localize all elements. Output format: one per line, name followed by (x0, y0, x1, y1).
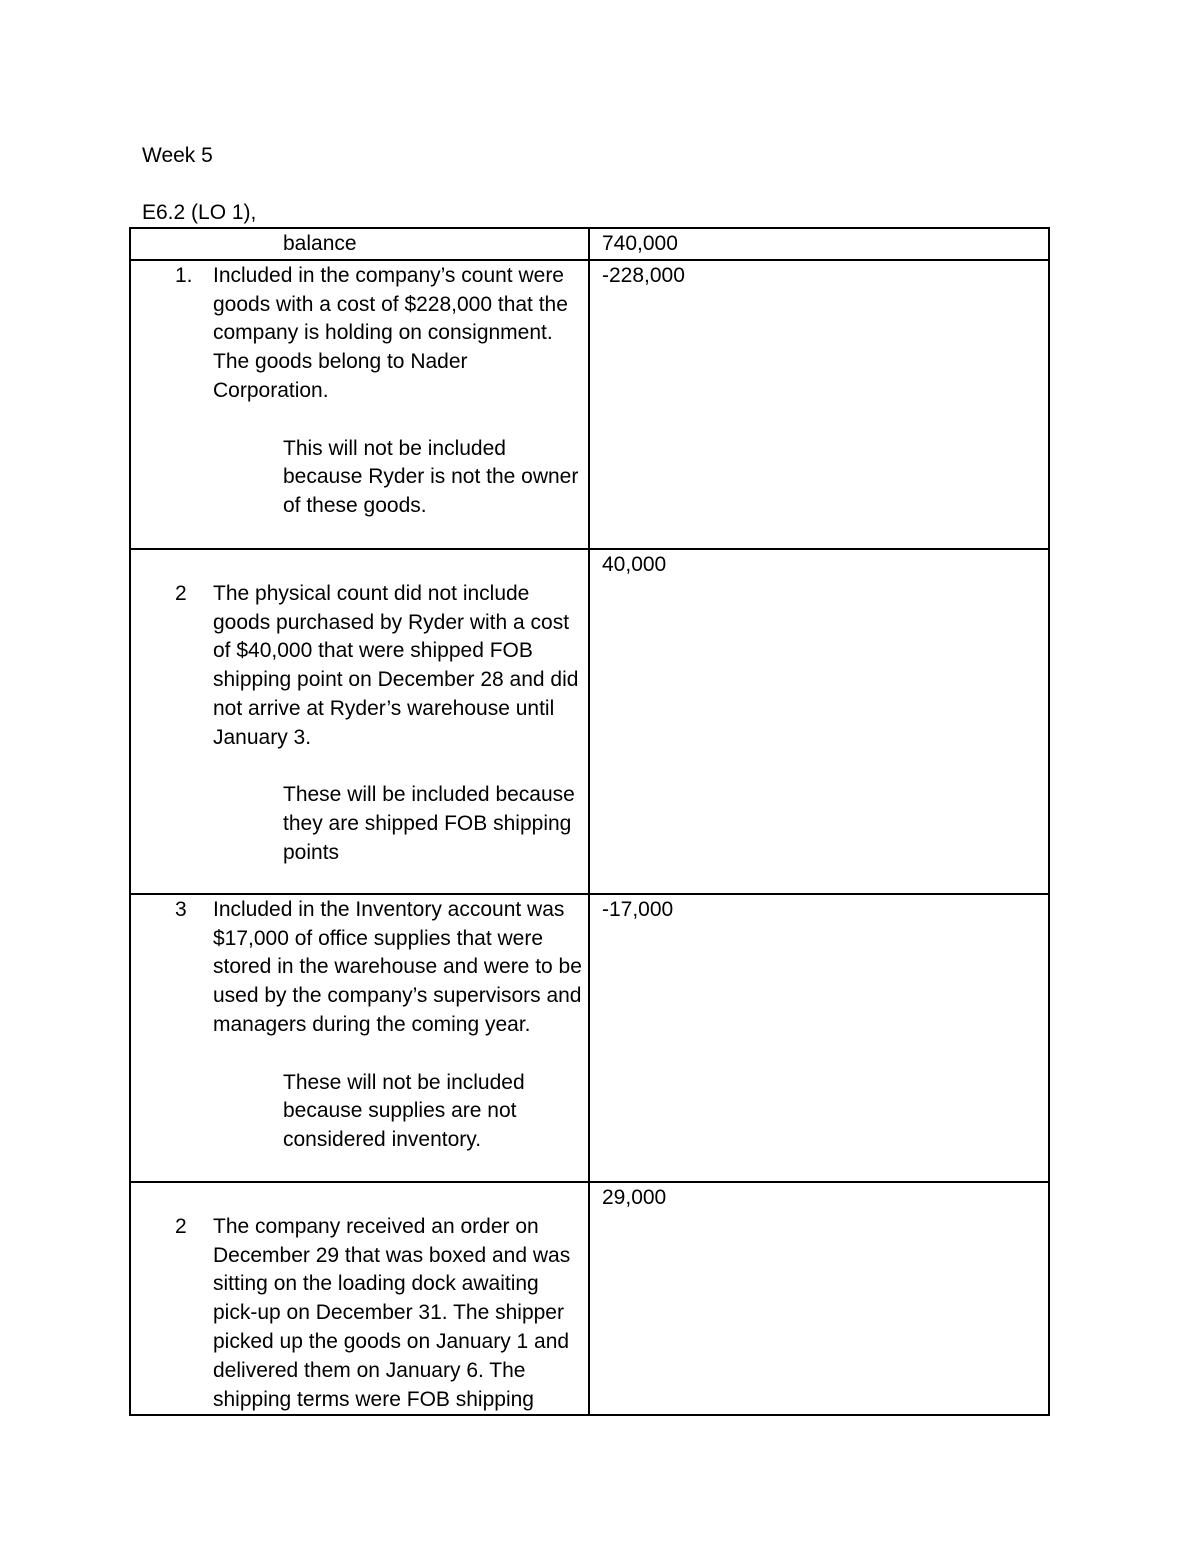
item-amount: -17,000 (602, 897, 674, 921)
item-description (131, 580, 588, 753)
inventory-adjustment-table (129, 227, 1050, 1416)
item-description-cell (130, 894, 589, 1182)
item-text: Included in the company’s count were goods with a cost of $228,000 that the company is holding on consignment. The goods belong to Nader Corporation. (213, 263, 568, 402)
item-amount: 29,000 (602, 1185, 667, 1209)
item-description-cell (130, 260, 589, 549)
item-text: Included in the Inventory account was $17,000 of office supplies that were stored in the warehouse and were to be used by the company’s supervisors and managers during the coming year. (213, 897, 582, 1036)
table-header-row (130, 228, 1049, 260)
table-row (130, 260, 1049, 549)
table-row (130, 549, 1049, 894)
item-note: These will not be included because supplies are not considered inventory. (283, 1070, 525, 1152)
item-amount-cell (589, 549, 1049, 894)
item-text: The company received an order on December 29 that was boxed and was sitting on the loading dock awaiting pick-up on December 31. The shipper picked up the goods on January 1 and delivered them on January 6. The shipping terms were FOB shipping (213, 1214, 571, 1411)
item-description-cell (130, 549, 589, 894)
item-amount-cell (589, 1182, 1049, 1416)
item-number: 2 (175, 581, 187, 605)
header-amount-cell (589, 228, 1049, 260)
item-description (131, 262, 588, 406)
item-amount-cell (589, 894, 1049, 1182)
item-amount: -228,000 (602, 263, 685, 287)
item-note: These will be included because they are shipped FOB shipping points (283, 783, 575, 864)
page-title: Week 5 (142, 144, 213, 167)
item-description-cell (130, 1182, 589, 1416)
table-row (130, 894, 1049, 1182)
item-description (131, 1213, 588, 1415)
balance-amount: 740,000 (602, 232, 678, 255)
item-number: 1. (175, 263, 193, 287)
table-row (130, 1182, 1049, 1416)
item-description (131, 896, 588, 1040)
balance-label: balance (283, 232, 357, 255)
item-text: The physical count did not include goods purchased by Ryder with a cost of $40,000 that were shipped FOB shipping point on December 28 and did not arrive at Ryder’s warehouse until January 3. (213, 581, 579, 749)
item-amount: 40,000 (602, 552, 667, 576)
item-number: 2 (175, 1214, 187, 1238)
item-amount-cell (589, 260, 1049, 549)
item-number: 3 (175, 897, 187, 921)
exercise-heading: E6.2 (LO 1), (142, 201, 257, 224)
item-note: This will not be included because Ryder is not the owner of these goods. (283, 436, 579, 518)
header-label-cell (130, 228, 589, 260)
